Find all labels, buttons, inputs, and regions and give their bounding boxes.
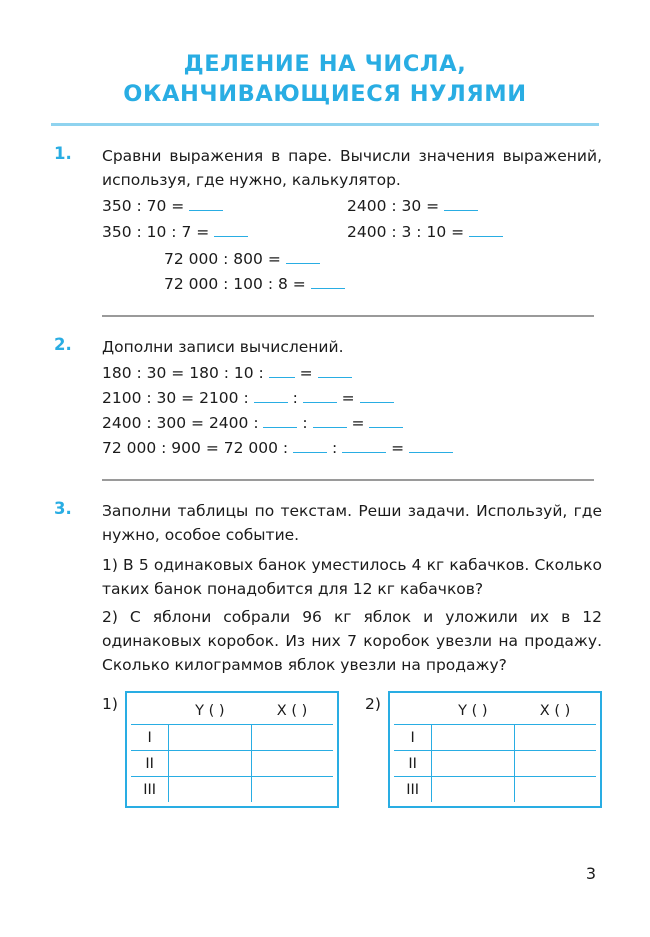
title-divider [51, 123, 599, 126]
table-row [394, 725, 596, 751]
page-number: 3 [585, 864, 596, 883]
table-1-row-3-label: III [131, 777, 169, 803]
table-row [131, 697, 333, 725]
task-3-problem-1: 1) В 5 одинаковых банок уместилось 4 кг кабачков. Сколько таких банок понадобится для 12 кг кабачков? [102, 556, 602, 599]
task-2-line-4 [102, 436, 602, 461]
table-1-cell[interactable] [169, 777, 251, 803]
answer-blank[interactable] [342, 437, 386, 453]
equals-sign: = [391, 439, 405, 458]
table-row [394, 751, 596, 777]
table-1-row-1-label: I [131, 725, 169, 751]
answer-blank[interactable] [469, 221, 503, 237]
table-1[interactable] [131, 697, 333, 802]
answer-blank[interactable] [263, 412, 297, 428]
table-2-cell[interactable] [432, 777, 514, 803]
table-2-frame [388, 691, 602, 808]
table-2-row-1-label: I [394, 725, 432, 751]
equals-sign: = [341, 388, 355, 407]
answer-blank[interactable] [318, 362, 352, 378]
table-2-cell[interactable] [432, 751, 514, 777]
page-title [48, 50, 602, 126]
table-2-row-2-label: II [394, 751, 432, 777]
task-2-line-2-text: 2100 : 30 = 2100 : [102, 388, 249, 407]
task-2-line-3-text: 2400 : 300 = 2400 : [102, 414, 259, 433]
task-1-centered-expr-1 [102, 247, 602, 272]
table-2-cell[interactable] [514, 725, 596, 751]
table-2-head-0 [394, 697, 432, 725]
table-row [394, 777, 596, 803]
equals-sign: = [351, 414, 365, 433]
table-1-head-0 [131, 697, 169, 725]
task-3-text: Заполни таблицы по текстам. Реши задачи. Используй, где нужно, особое событие. [102, 502, 602, 545]
task-1-expr-right-2 [347, 220, 592, 245]
answer-blank[interactable] [189, 196, 223, 212]
task-1-number: 1. [54, 144, 72, 164]
task-1-expr-left-1 [102, 194, 347, 219]
table-2-wrapper [365, 691, 602, 808]
answer-blank[interactable] [269, 362, 295, 378]
answer-blank[interactable] [303, 387, 337, 403]
task-1-text: Сравни выражения в паре. Вычисли значения выражений, используя, где нужно, калькулятор. [102, 147, 602, 190]
task-1-centered-expr-2-text: 72 000 : 100 : 8 = [164, 274, 306, 293]
table-1-head-1: Y ( ) [169, 697, 251, 725]
task-2-line-4-text: 72 000 : 900 = 72 000 : [102, 439, 289, 458]
answer-blank[interactable] [360, 387, 394, 403]
table-row [131, 725, 333, 751]
task-1-expr-right-2-text: 2400 : 3 : 10 = [347, 222, 465, 241]
section-divider-2 [102, 479, 594, 481]
task-3 [48, 499, 602, 677]
table-1-frame [125, 691, 339, 808]
answer-blank[interactable] [286, 248, 320, 264]
task-1 [48, 144, 602, 296]
table-1-row-2-label: II [131, 751, 169, 777]
colon-sign: : [292, 388, 298, 407]
task-1-expr-right-1 [347, 194, 592, 219]
task-1-centered-expr-2 [102, 272, 602, 297]
task-2-line-2 [102, 386, 602, 411]
table-1-cell[interactable] [169, 751, 251, 777]
table-1-cell[interactable] [169, 725, 251, 751]
answer-blank[interactable] [444, 196, 478, 212]
task-2-text: Дополни записи вычислений. [102, 337, 344, 356]
task-3-problem-2: 2) С яблони собрали 96 кг яблок и уложили их в 12 одинаковых коробок. Из них 7 коробок увезли на продажу. Сколько килограммов яблок увезли на продажу? [102, 608, 602, 675]
task-2-number: 2. [54, 334, 72, 354]
table-1-cell[interactable] [251, 725, 333, 751]
task-2-line-1-text: 180 : 30 = 180 : 10 : [102, 363, 264, 382]
task-1-expression-row [102, 220, 602, 245]
table-2-cell[interactable] [432, 725, 514, 751]
answer-blank[interactable] [254, 387, 288, 403]
table-2-head-2: X ( ) [514, 697, 596, 725]
task-2 [48, 335, 602, 461]
title-line-2: ОКАНЧИВАЮЩИЕСЯ НУЛЯМИ [123, 80, 527, 107]
answer-blank[interactable] [214, 221, 248, 237]
table-row [131, 751, 333, 777]
table-2-cell[interactable] [514, 751, 596, 777]
answer-blank[interactable] [311, 273, 345, 289]
table-2-head-1: Y ( ) [432, 697, 514, 725]
task-2-line-1 [102, 361, 602, 386]
table-1-head-2: X ( ) [251, 697, 333, 725]
colon-sign: : [332, 439, 338, 458]
table-1-cell[interactable] [251, 751, 333, 777]
task-1-expr-left-1-text: 350 : 70 = [102, 197, 185, 216]
section-divider-1 [102, 315, 594, 317]
task-1-expr-right-1-text: 2400 : 30 = [347, 197, 440, 216]
table-2-label: 2) [365, 695, 381, 714]
table-row [394, 697, 596, 725]
task-2-line-3 [102, 411, 602, 436]
table-2-cell[interactable] [514, 777, 596, 803]
table-row [131, 777, 333, 803]
tables-area [48, 691, 602, 808]
task-1-expression-row [102, 194, 602, 219]
equals-sign: = [299, 363, 313, 382]
table-1-label: 1) [102, 695, 118, 714]
task-3-number: 3. [54, 499, 72, 519]
answer-blank[interactable] [409, 437, 453, 453]
answer-blank[interactable] [369, 412, 403, 428]
table-1-cell[interactable] [251, 777, 333, 803]
table-2-row-3-label: III [394, 777, 432, 803]
colon-sign: : [302, 414, 308, 433]
task-1-expr-left-2-text: 350 : 10 : 7 = [102, 222, 210, 241]
table-2[interactable] [394, 697, 596, 802]
answer-blank[interactable] [293, 437, 327, 453]
title-line-1: ДЕЛЕНИЕ НА ЧИСЛА, [183, 51, 467, 77]
table-1-wrapper [102, 691, 339, 808]
answer-blank[interactable] [313, 412, 347, 428]
task-1-centered-expr-1-text: 72 000 : 800 = [164, 249, 281, 268]
task-1-expr-left-2 [102, 220, 347, 245]
